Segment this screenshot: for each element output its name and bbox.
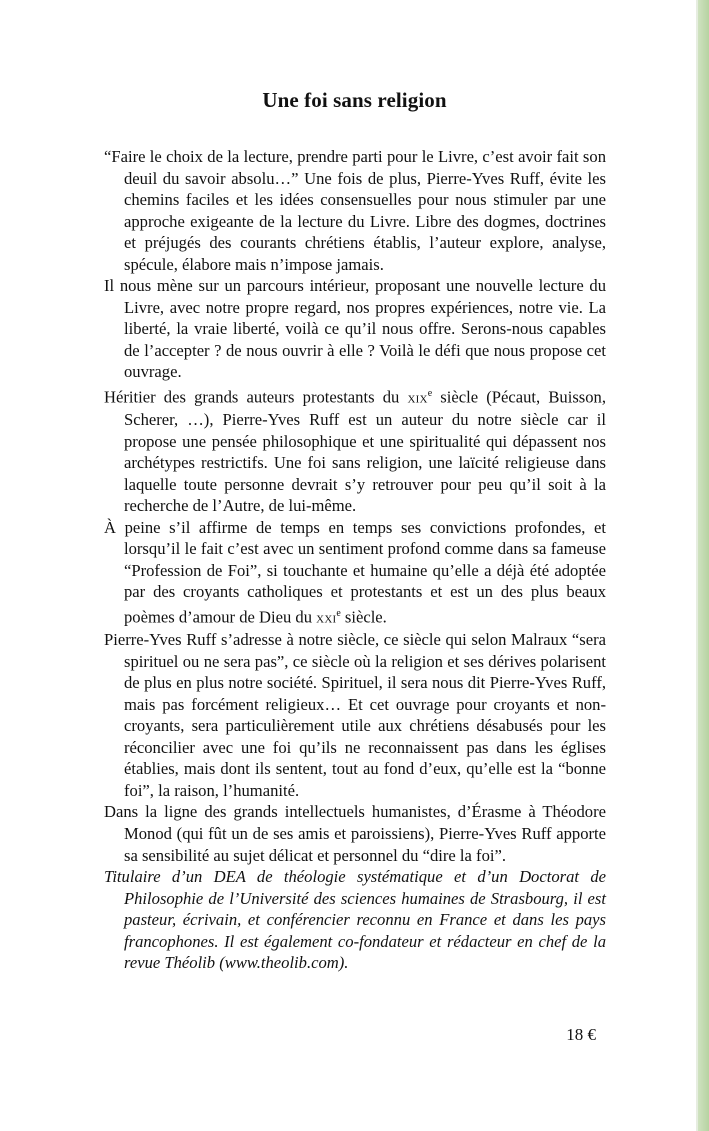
page-title: Une foi sans religion bbox=[262, 88, 447, 113]
paragraph bbox=[104, 629, 606, 801]
paragraph bbox=[104, 801, 606, 866]
superscript: e bbox=[336, 608, 341, 620]
paragraph-text: siècle. bbox=[340, 607, 387, 627]
paragraph-text: siècle (Pécaut, Buisson, Scherer, …), Pierre-Yves Ruff est un auteur du notre siècle car il propose une pensée philosophique et une spiritualité qui dépassent nos archétypes restrictifs. Une foi sans religion, une laïcité religieuse dans laquelle toute personne devrait s’y retrouver pour peu qu’il soit à la recherche de l’Autre, de lui-même. bbox=[124, 387, 607, 516]
paragraph-text: Il nous mène sur un parcours intérieur, proposant une nouvelle lecture du Livre, avec notre propre regard, nos propres expériences, notre vie. La liberté, la vraie liberté, voilà ce qu’il nous offre. Serons-nous capables de l’accepter ? de nous ouvrir à elle ? Voilà le défi que nous propose cet ouvrage. bbox=[104, 276, 606, 382]
superscript: e bbox=[427, 388, 433, 400]
paragraph-text: Pierre-Yves Ruff s’adresse à notre siècle, ce siècle qui selon Malraux “sera spirituel ou ne sera pas”, ce siècle où la religion et ses dérives polarisent de plus en plus notre société. Spirituel, il sera nous dit Pierre-Yves Ruff, mais pas forcément religieux… Et cet ouvrage pour croyants et non-croyants, sera particulièrement utile aux chrétiens désabusés pour les réconcilier avec une foi qu’ils ne reconnaissent pas dans les églises établies, mais dont ils sentent, tout au fond d’eux, qu’elle est la “bonne foi”, la raison, l’humanité. bbox=[104, 630, 606, 800]
small-caps-text: xxi bbox=[316, 609, 337, 627]
paragraph bbox=[104, 146, 606, 275]
paragraph-text: Héritier des grands auteurs protestants du bbox=[104, 387, 408, 407]
paragraph bbox=[104, 275, 606, 383]
paragraph-text: Titulaire d’un DEA de théologie systématique et d’un Doctorat de Philosophie de l’Université des sciences humaines de Strasbourg, il est pasteur, écrivain, et conférencier reconnu en France et dans les pays francophones. Il est également co-fondateur et rédacteur en chef de la revue Théolib (www.theolib.com). bbox=[104, 867, 606, 973]
paragraph bbox=[104, 866, 606, 974]
paragraph-text: À peine s’il affirme de temps en temps ses convictions profondes, et lorsqu’il le fait c’est avec un sentiment profond comme dans sa fameuse “Profession de Foi”, si touchante et humaine qu’elle a déjà été adoptée par des croyants catholiques et protestants et est un des plus beaux poèmes d’amour de Dieu du bbox=[104, 517, 606, 627]
green-page-edge bbox=[698, 0, 709, 1131]
paragraph bbox=[104, 517, 606, 629]
small-caps-text: xix bbox=[407, 389, 428, 407]
paragraph bbox=[104, 383, 606, 517]
price-label: 18 € bbox=[566, 1025, 596, 1044]
paragraph-text: Dans la ligne des grands intellectuels humanistes, d’Érasme à Théodore Monod (qui fût un de ses amis et paroissiens), Pierre-Yves Ruff apporte sa sensibilité au sujet délicat et personnel du “dire la foi”. bbox=[104, 802, 606, 865]
blurb-text bbox=[104, 146, 606, 974]
paragraph-text: “Faire le choix de la lecture, prendre parti pour le Livre, c’est avoir fait son deuil du savoir absolu…” Une fois de plus, Pierre-Yves Ruff, évite les chemins faciles et les idées consensuelles pour nous stimuler par une approche exigeante de la lecture du Livre. Libre des dogmes, doctrines et préjugés des courants chrétiens établis, l’auteur explore, analyse, spécule, élabore mais n’impose jamais. bbox=[104, 147, 606, 274]
